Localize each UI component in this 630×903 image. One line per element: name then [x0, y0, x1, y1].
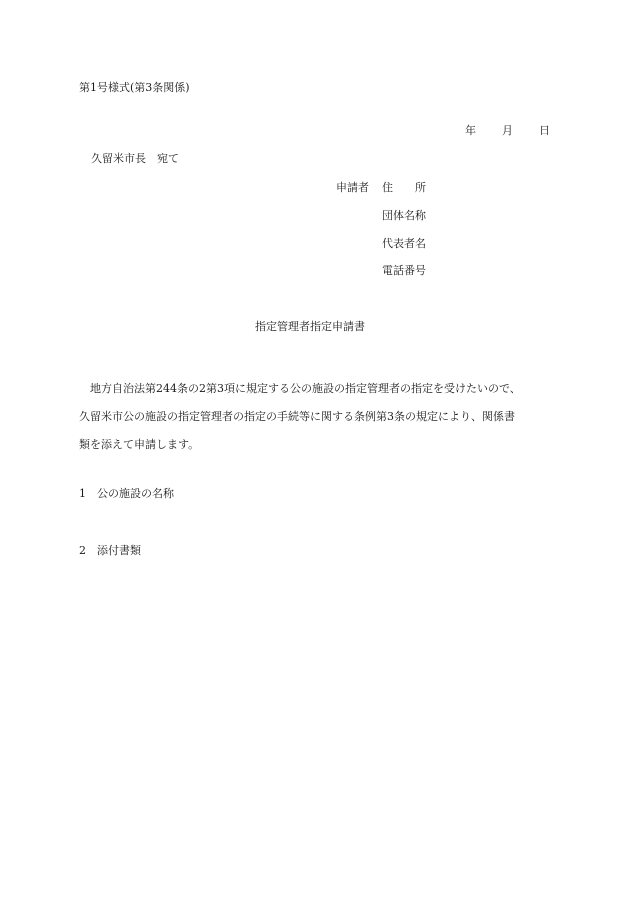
date-month-label: 月 [502, 124, 513, 137]
address-label: 住 所 [382, 181, 426, 194]
addressee: 久留米市長 宛て [91, 152, 179, 165]
form-number: 第1号様式(第3条関係) [79, 81, 190, 94]
organization-name-label: 団体名称 [382, 209, 426, 222]
item-label: 添付書類 [97, 544, 141, 557]
body-line: 久留米市公の施設の指定管理者の指定の手続等に関する条例第3条の規定により、関係書 [79, 410, 515, 423]
body-line: 類を添えて申請します。 [79, 438, 200, 451]
item-facility-name [79, 487, 174, 501]
date-day-label: 日 [539, 124, 550, 137]
date-line [465, 124, 550, 138]
date-year-label: 年 [465, 124, 476, 137]
document-title: 指定管理者指定申請書 [255, 320, 365, 333]
item-number: 1 [79, 487, 86, 500]
body-paragraph [79, 375, 559, 459]
item-attachments [79, 544, 141, 558]
phone-number-label: 電話番号 [382, 264, 426, 277]
item-number: 2 [79, 544, 86, 557]
item-label: 公の施設の名称 [97, 487, 174, 500]
applicant-label: 申請者 [336, 181, 369, 194]
body-line: 地方自治法第244条の2第3項に規定する公の施設の指定管理者の指定を受けたいので、 [79, 382, 521, 395]
representative-name-label: 代表者名 [382, 237, 426, 250]
